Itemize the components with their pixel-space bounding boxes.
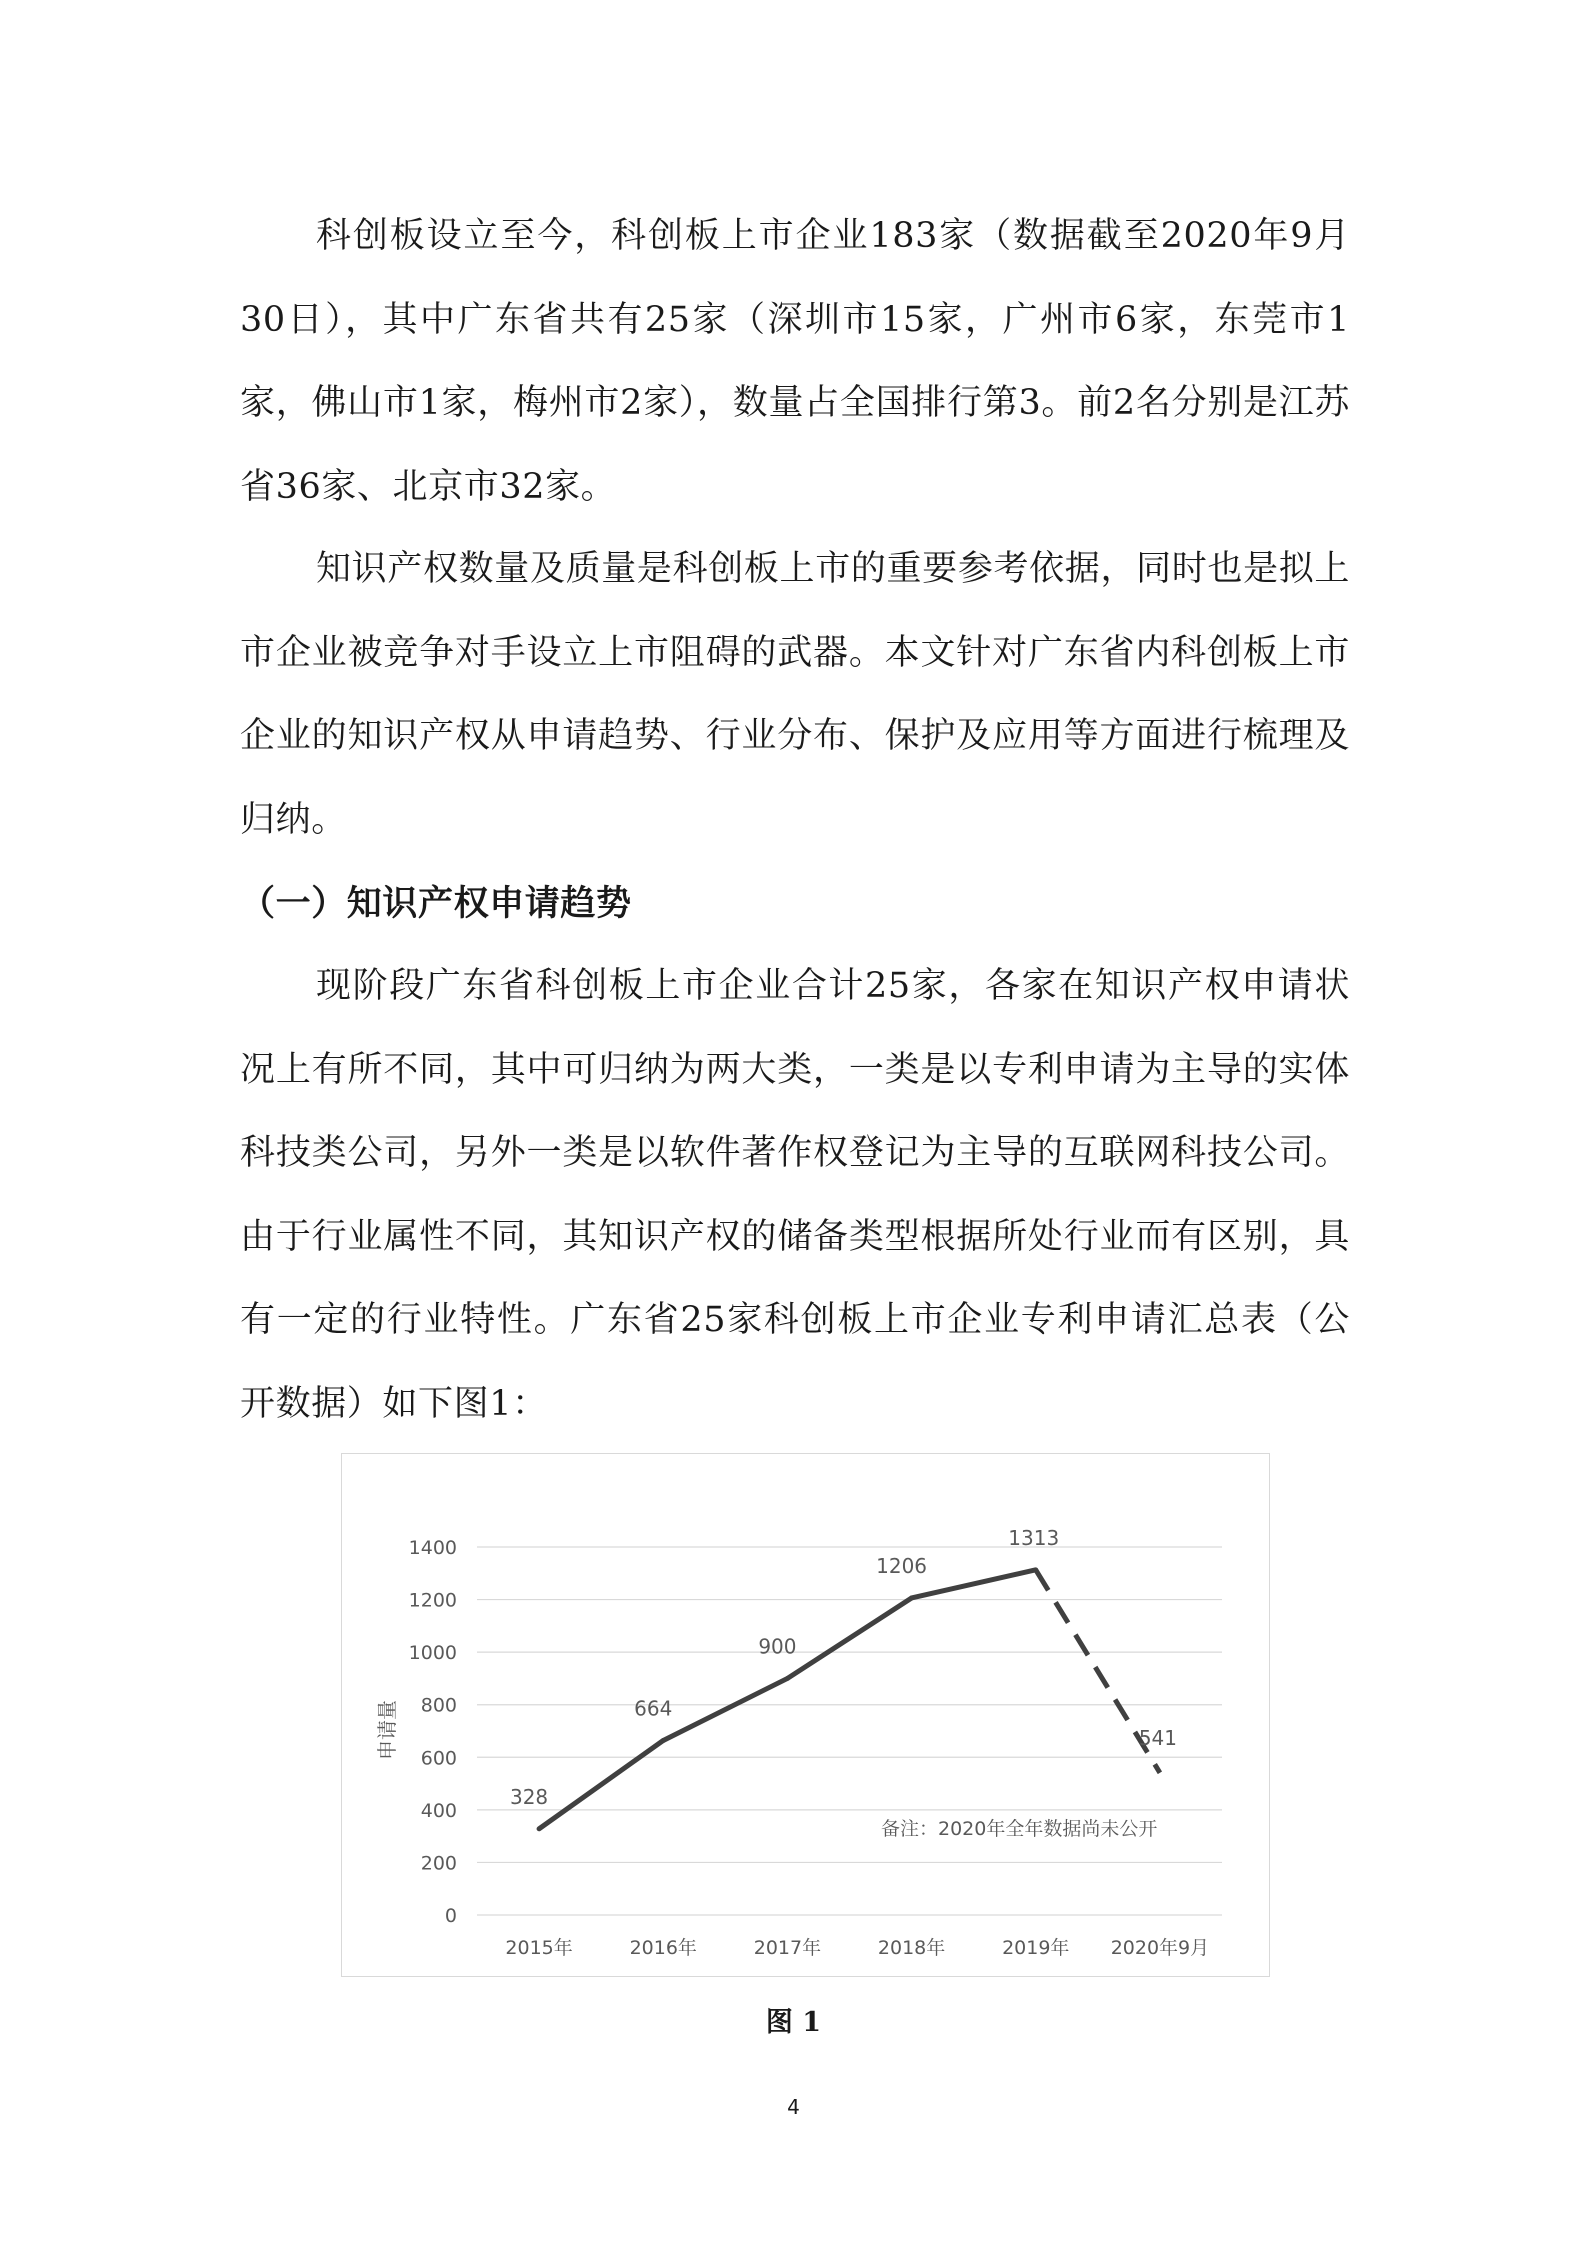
y-tick-label: 200 <box>420 1852 457 1875</box>
paragraph-2-text: 知识产权数量及质量是科创板上市的重要参考依据，同时也是拟上市企业被竞争对手设立上市阻碍的武器。本文针对广东省内科创板上市企业的知识产权从申请趋势、行业分布、保护及应用等方面进行梳理及归纳。 <box>240 549 1350 840</box>
x-tick-label: 2016年 <box>629 1937 697 1959</box>
y-axis-ticks <box>409 1537 457 1927</box>
data-label: 900 <box>758 1634 797 1659</box>
data-labels <box>510 1526 1177 1809</box>
data-label: 1313 <box>1008 1525 1060 1550</box>
series-segment <box>912 1570 1036 1598</box>
x-tick-label: 2020年9月 <box>1110 1937 1210 1959</box>
y-tick-label: 600 <box>420 1747 457 1770</box>
x-tick-label: 2017年 <box>753 1937 822 1959</box>
figure-1-chart <box>341 1453 1270 1977</box>
paragraph-2 <box>240 528 1350 862</box>
series-segment <box>787 1598 911 1678</box>
paragraph-1-text: 科创板设立至今，科创板上市企业183家（数据截至2020年9月30日），其中广东省共有25家（深圳市15家，广州市6家，东莞市1家，佛山市1家，梅州市2家），数量占全国排行第3。前2名分别是江苏省36家、北京市32家。 <box>240 216 1350 507</box>
y-tick-label: 1200 <box>408 1589 457 1612</box>
y-axis-label: 申请量 <box>375 1700 399 1760</box>
series-segment <box>539 1740 663 1828</box>
chart-annotation: 备注：2020年全年数据尚未公开 <box>881 1818 1158 1840</box>
y-tick-label: 0 <box>444 1905 457 1927</box>
y-tick-label: 1000 <box>408 1642 457 1665</box>
section-heading: （一）知识产权申请趋势 <box>240 883 632 924</box>
chart-gridlines <box>477 1547 1222 1915</box>
page-number: 4 <box>787 2095 800 2119</box>
x-tick-label: 2018年 <box>877 1937 946 1959</box>
paragraph-3-text: 现阶段广东省科创板上市企业合计25家，各家在知识产权申请状况上有所不同，其中可归纳为两大类，一类是以专利申请为主导的实体科技类公司，另外一类是以软件著作权登记为主导的互联网科技公司。由于行业属性不同，其知识产权的储备类型根据所处行业而有区别，具有一定的行业特性。广东省25家科创板上市企业专利申请汇总表（公开数据）如下图1： <box>240 966 1350 1424</box>
paragraph-3 <box>240 945 1350 1446</box>
figure-caption: 图 1 <box>765 2007 822 2038</box>
data-label: 664 <box>634 1696 673 1721</box>
y-tick-label: 400 <box>420 1799 457 1822</box>
x-axis-ticks <box>505 1937 1209 1959</box>
data-label: 328 <box>509 1784 549 1809</box>
paragraph-1 <box>240 195 1350 529</box>
line-chart <box>342 1454 1271 1978</box>
x-tick-label: 2015年 <box>505 1937 573 1959</box>
series-segment <box>663 1678 787 1740</box>
series-line <box>539 1570 1160 1829</box>
x-tick-label: 2019年 <box>1002 1937 1070 1959</box>
y-tick-label: 1400 <box>408 1537 457 1559</box>
data-label: 541 <box>1138 1725 1178 1750</box>
y-tick-label: 800 <box>420 1694 457 1717</box>
data-label: 1206 <box>876 1553 928 1578</box>
